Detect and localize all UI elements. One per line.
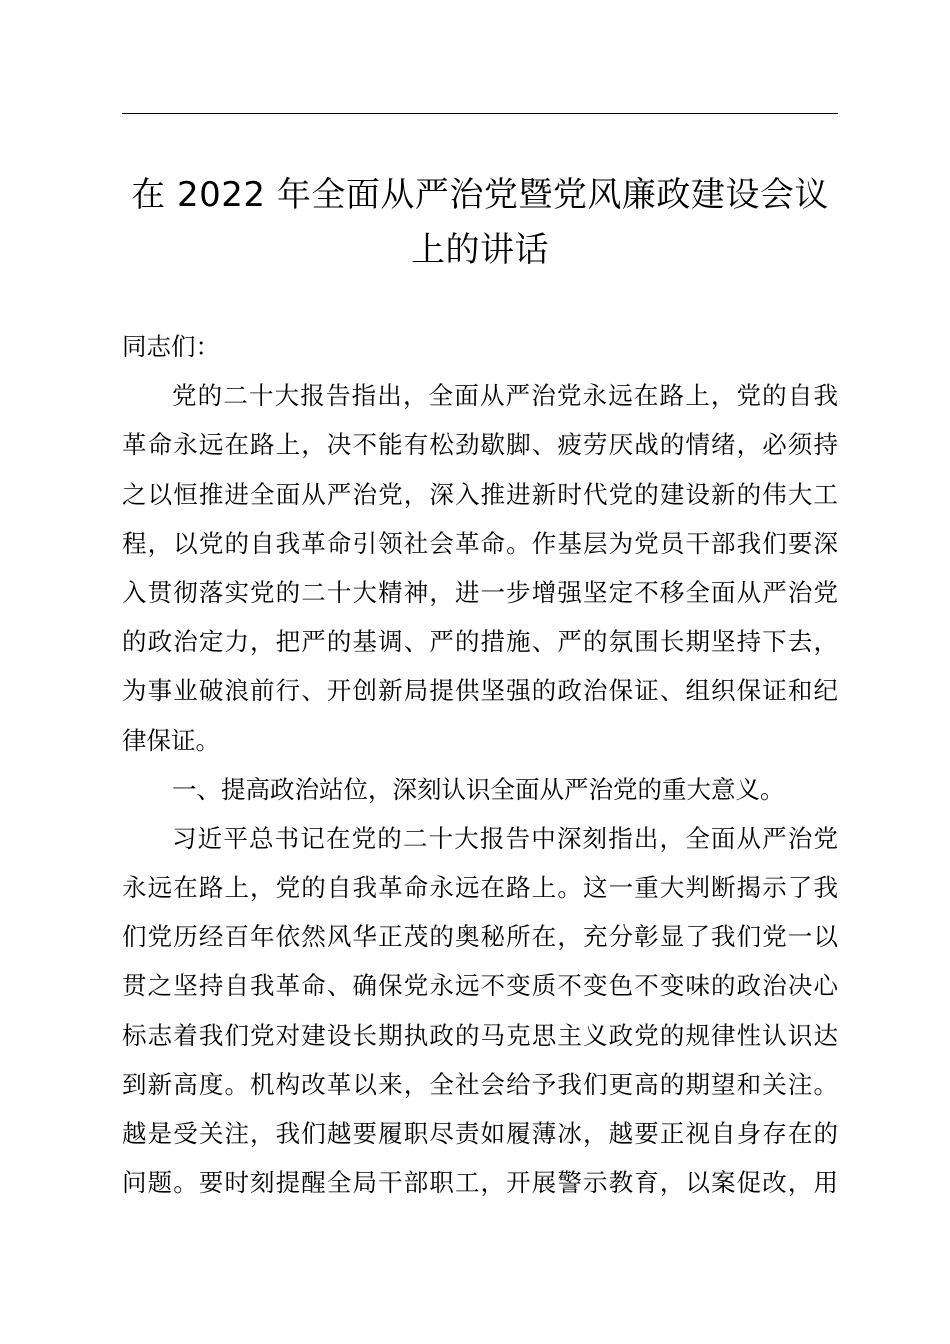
paragraph-line: 贯之坚持自我革命、确保党永远不变质不变色不变味的政治决心 [122,971,838,1001]
document-title [122,168,838,278]
paragraph-line: 永远在路上，党的自我革命永远在路上。这一重大判断揭示了我 [122,873,838,903]
paragraph-line: 程，以党的自我革命引领社会革命。作基层为党员干部我们要深 [122,528,838,558]
paragraph-line: 党的二十大报告指出，全面从严治党永远在路上，党的自我 [172,381,838,411]
paragraph-line: 入贯彻落实党的二十大精神，进一步增强坚定不移全面从严治党 [122,577,838,607]
header-rule [122,113,838,114]
document-body [122,322,838,1207]
paragraph-line: 到新高度。机构改革以来，全社会给予我们更高的期望和关注。 [122,1069,838,1099]
paragraph-line: 革命永远在路上，决不能有松劲歇脚、疲劳厌战的情绪，必须持 [122,430,838,460]
paragraph-1 [122,371,838,765]
section-heading-1 [122,765,838,814]
paragraph-line: 的政治定力，把严的基调、严的措施、严的氛围长期坚持下去， [122,627,838,657]
paragraph-line: 之以恒推进全面从严治党，深入推进新时代党的建设新的伟大工 [122,479,838,509]
title-line-1: 在 2022 年全面从严治党暨党风廉政建设会议 [131,175,829,215]
paragraph-line: 标志着我们党对建设长期执政的马克思主义政党的规律性认识达 [122,1020,838,1050]
title-line-2: 上的讲话 [411,230,549,270]
paragraph-line: 越是受关注，我们越要履职尽责如履薄冰，越要正视自身存在的 [122,1119,838,1148]
paragraph-line: 律保证。 [122,725,220,755]
paragraph-2 [122,814,838,1208]
paragraph-line: 们党历经百年依然风华正茂的奥秘所在，充分彰显了我们党一以 [122,922,838,952]
paragraph-line: 问题。要时刻提醒全局干部职工，开展警示教育，以案促改，用 [122,1168,838,1198]
salutation: 同志们： [122,332,220,361]
section-heading-text: 一、提高政治站位，深刻认识全面从严治党的重大意义。 [172,774,785,804]
paragraph-line: 习近平总书记在党的二十大报告中深刻指出，全面从严治党 [172,823,838,853]
paragraph-line: 为事业破浪前行、开创新局提供坚强的政治保证、组织保证和纪 [122,676,838,706]
